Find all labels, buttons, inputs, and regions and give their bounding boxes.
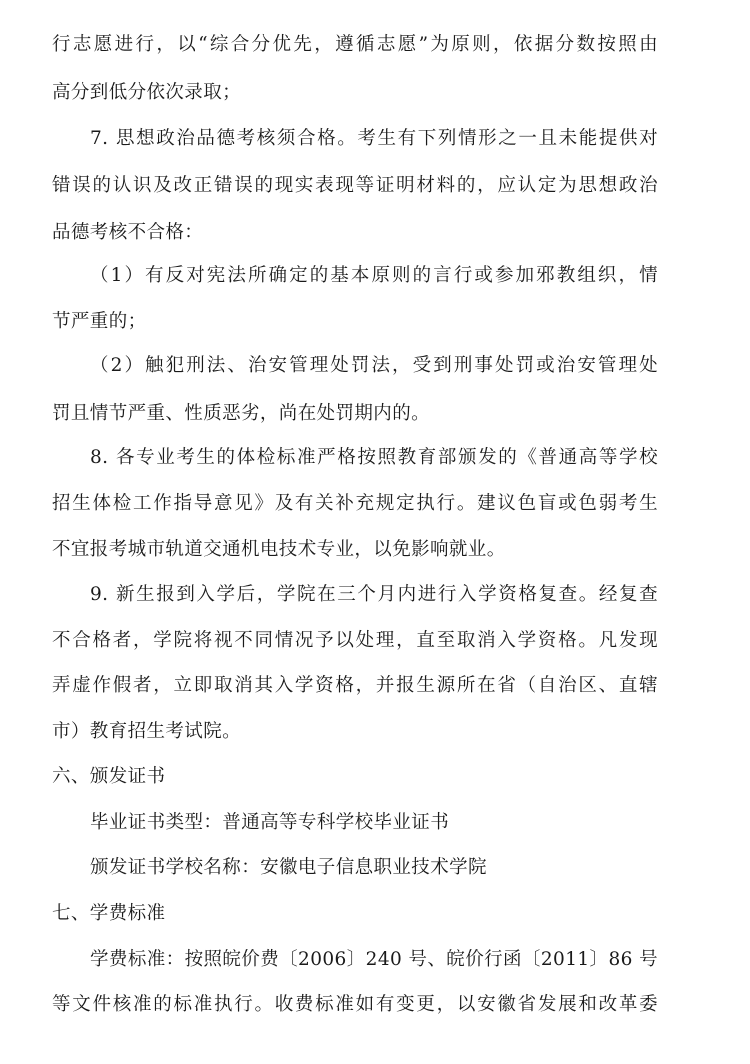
paragraph-line: 高分到低分依次录取；: [52, 82, 242, 103]
section-heading: 七、学费标准: [52, 903, 166, 924]
paragraph-line: 8. 各专业考生的体检标准严格按照教育部颁发的《普通高等学校: [90, 447, 658, 468]
paragraph-line: 颁发证书学校名称：安徽电子信息职业技术学院: [90, 857, 487, 878]
paragraph-line: （1）有反对宪法所确定的基本原则的言行或参加邪教组织，情: [90, 265, 658, 286]
paragraph-line: 招生体检工作指导意见》及有关补充规定执行。建议色盲或色弱考生: [52, 493, 658, 514]
paragraph-line: 7. 思想政治品德考核须合格。考生有下列情形之一且未能提供对: [90, 128, 658, 149]
paragraph-line: 弄虚作假者，立即取消其入学资格，并报生源所在省（自治区、直辖: [52, 675, 658, 696]
paragraph-line: 罚且情节严重、性质恶劣，尚在处罚期内的。: [52, 403, 431, 424]
paragraph-line: 9. 新生报到入学后，学院在三个月内进行入学资格复查。经复查: [90, 584, 658, 605]
section-heading: 六、颁发证书: [52, 766, 166, 787]
paragraph-line: （2）触犯刑法、治安管理处罚法，受到刑事处罚或治安管理处: [90, 355, 658, 376]
paragraph-line: 不合格者，学院将视不同情况予以处理，直至取消入学资格。凡发现: [52, 630, 658, 651]
paragraph-line: 等文件核准的标准执行。收费标准如有变更，以安徽省发展和改革委: [52, 994, 658, 1015]
paragraph-line: 错误的认识及改正错误的现实表现等证明材料的，应认定为思想政治: [52, 175, 658, 196]
paragraph-line: 行志愿进行，以“综合分优先，遵循志愿”为原则，依据分数按照由: [52, 34, 658, 55]
paragraph-line: 不宜报考城市轨道交通机电技术专业，以免影响就业。: [52, 539, 506, 560]
paragraph-line: 学费标准：按照皖价费〔2006〕240 号、皖价行函〔2011〕86 号: [90, 949, 658, 970]
paragraph-line: 毕业证书类型：普通高等专科学校毕业证书: [90, 812, 450, 833]
paragraph-line: 节严重的；: [52, 311, 147, 332]
paragraph-line: 市）教育招生考试院。: [52, 721, 242, 742]
paragraph-line: 品德考核不合格：: [52, 222, 204, 243]
